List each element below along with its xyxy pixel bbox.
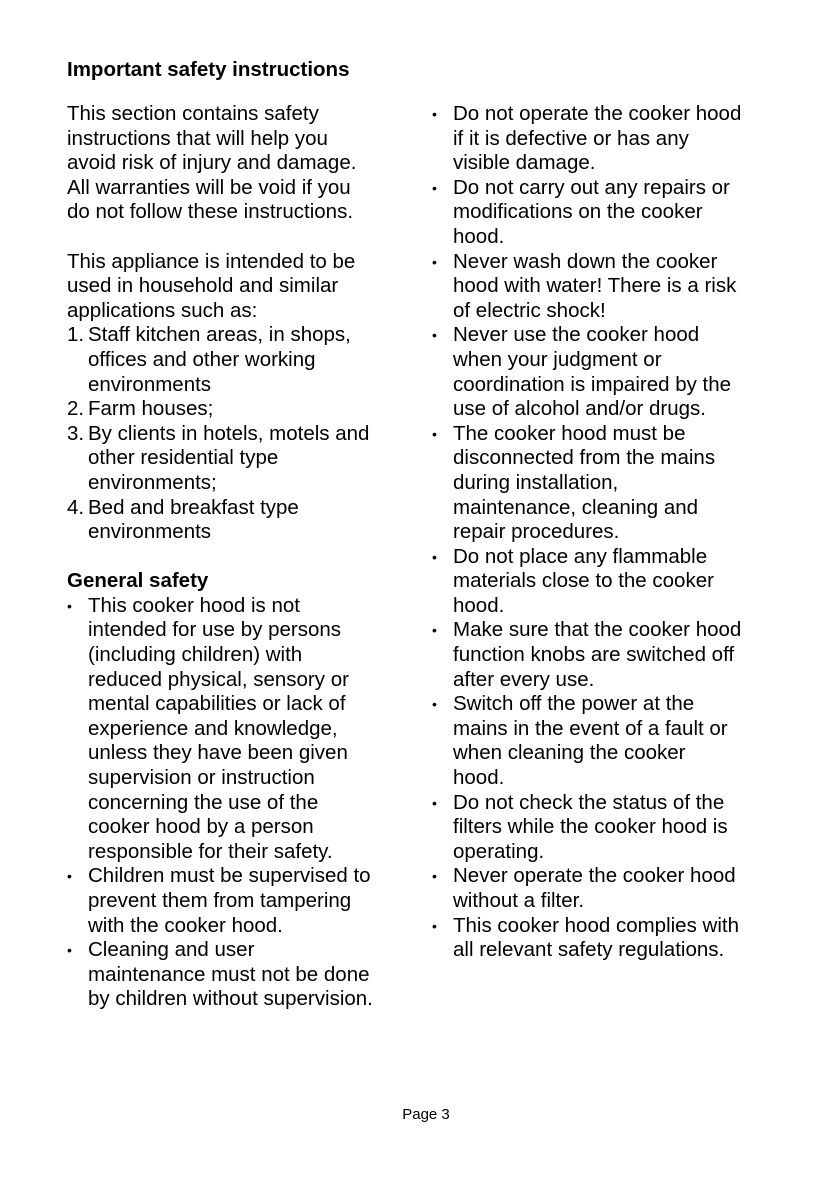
bullet-icon: • bbox=[432, 696, 437, 713]
list-item bbox=[67, 422, 412, 496]
intro-paragraph: This section contains safety instructions that will help you avoid risk of injury and damage. All warranties will be void if you do not follow these instructions. bbox=[67, 102, 357, 224]
bullet-text: Never use the cooker hood when your judgment or coordination is impaired by the use of alcohol and/or drugs. bbox=[453, 323, 732, 421]
list-item-text: By clients in hotels, motels and other residential type environments; bbox=[88, 421, 370, 494]
bullet-text: This cooker hood is not intended for use by persons (including children) with reduced physical, sensory or mental capabilities or lack of experience and knowledge, unless they have been given supervision or instruction concerning the use of the cooker hood by a person responsible for their safety. bbox=[88, 593, 349, 863]
bullet-text: Never operate the cooker hood without a filter. bbox=[453, 864, 736, 912]
bullet-item bbox=[432, 102, 782, 176]
list-item-text: Farm houses; bbox=[88, 397, 214, 421]
section-heading-general-safety: General safety bbox=[67, 569, 209, 593]
bullet-icon: • bbox=[432, 794, 437, 811]
bullet-item bbox=[432, 791, 782, 865]
bullet-icon: • bbox=[432, 327, 437, 344]
right-column bbox=[432, 102, 782, 963]
bullet-text: Never wash down the cooker hood with water! There is a risk of electric shock! bbox=[453, 249, 737, 322]
bullet-icon: • bbox=[432, 179, 437, 196]
bullet-icon: • bbox=[432, 106, 437, 122]
list-number: 1. bbox=[67, 323, 85, 347]
bullet-icon: • bbox=[432, 917, 437, 934]
bullet-text: Cleaning and user maintenance must not be done by children without supervision. bbox=[88, 938, 373, 1011]
list-number: 2. bbox=[67, 397, 85, 421]
bullet-item bbox=[432, 422, 782, 545]
bullet-text: Switch off the power at the mains in the event of a fault or when cleaning the cooker hood. bbox=[453, 692, 728, 790]
bullet-text: Do not place any flammable materials close to the cooker hood. bbox=[453, 544, 714, 617]
spacer bbox=[67, 225, 412, 250]
bullet-icon: • bbox=[67, 597, 72, 614]
bullet-item bbox=[67, 938, 412, 1012]
list-item bbox=[67, 397, 412, 422]
applications-list bbox=[67, 323, 412, 544]
general-safety-list-left bbox=[67, 594, 412, 1012]
left-column bbox=[67, 102, 412, 1012]
general-safety-list-right bbox=[432, 102, 782, 963]
bullet-icon: • bbox=[432, 548, 437, 565]
bullet-item bbox=[432, 864, 782, 913]
bullet-item bbox=[67, 594, 412, 865]
list-item-text: Staff kitchen areas, in shops, offices and other working environments bbox=[88, 323, 351, 396]
bullet-item bbox=[432, 545, 782, 619]
bullet-item bbox=[67, 864, 412, 938]
bullet-icon: • bbox=[432, 253, 437, 270]
bullet-item bbox=[432, 914, 782, 963]
bullet-icon: • bbox=[67, 942, 72, 959]
appliance-intro-paragraph: This appliance is intended to be used in household and similar applications such as: bbox=[67, 249, 356, 322]
bullet-item bbox=[432, 176, 782, 250]
bullet-text: Do not carry out any repairs or modifications on the cooker hood. bbox=[453, 175, 730, 248]
bullet-icon: • bbox=[432, 622, 437, 639]
bullet-item bbox=[432, 618, 782, 692]
page-title: Important safety instructions bbox=[67, 58, 350, 81]
list-item bbox=[67, 496, 412, 545]
bullet-item bbox=[432, 692, 782, 790]
spacer bbox=[67, 545, 412, 570]
list-item bbox=[67, 323, 412, 397]
bullet-item bbox=[432, 323, 782, 421]
bullet-icon: • bbox=[432, 868, 437, 885]
bullet-text: This cooker hood complies with all relevant safety regulations. bbox=[453, 913, 739, 962]
bullet-icon: • bbox=[432, 425, 437, 442]
bullet-icon: • bbox=[67, 868, 72, 885]
bullet-text: Make sure that the cooker hood function knobs are switched off after every use. bbox=[453, 618, 742, 691]
list-item-text: Bed and breakfast type environments bbox=[88, 495, 299, 544]
bullet-item bbox=[432, 250, 782, 324]
list-number: 3. bbox=[67, 421, 85, 445]
list-number: 4. bbox=[67, 495, 85, 519]
bullet-text: Do not operate the cooker hood if it is defective or has any visible damage. bbox=[453, 102, 742, 175]
bullet-text: The cooker hood must be disconnected from the mains during installation, maintenance, cleaning and repair procedures. bbox=[453, 421, 716, 544]
page-number: Page 3 bbox=[402, 1106, 450, 1123]
bullet-text: Do not check the status of the filters while the cooker hood is operating. bbox=[453, 790, 728, 863]
bullet-text: Children must be supervised to prevent them from tampering with the cooker hood. bbox=[88, 864, 371, 937]
